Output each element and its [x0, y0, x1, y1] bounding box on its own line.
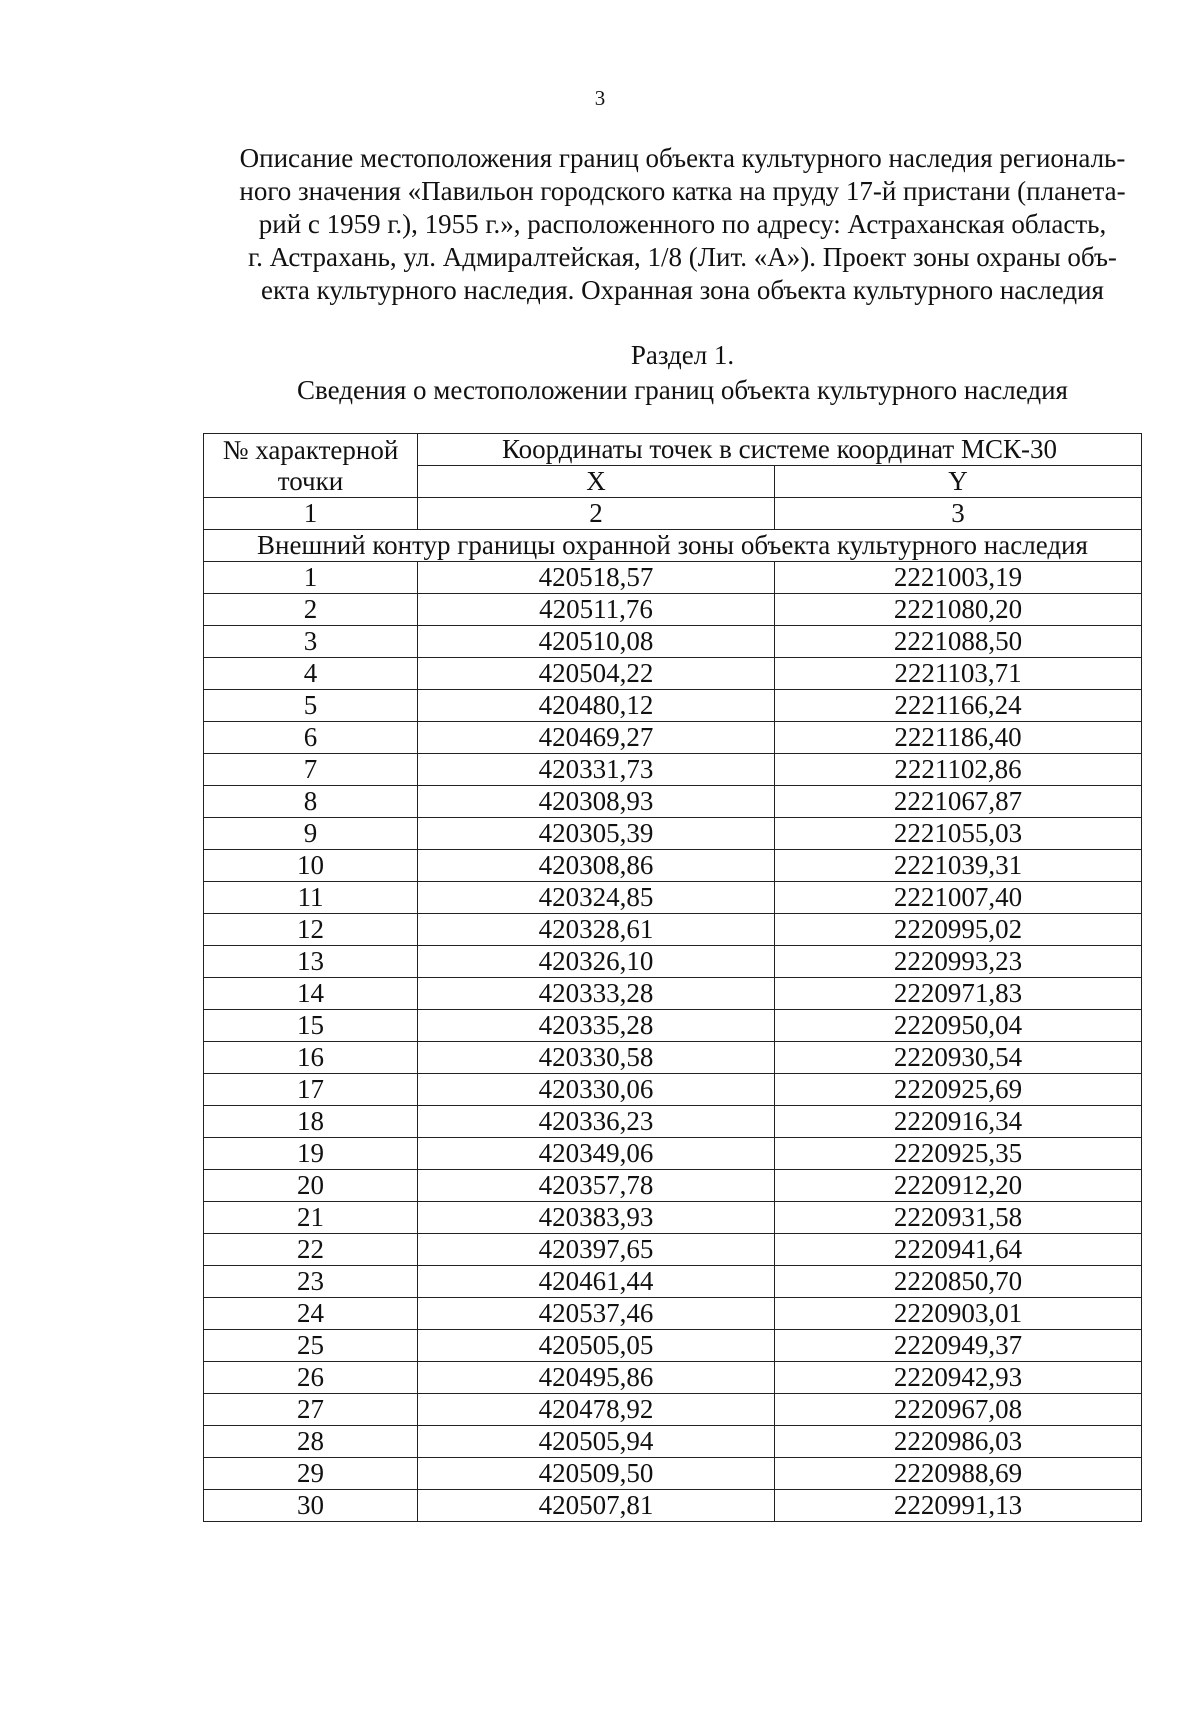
y-coordinate-cell: 2221080,20 — [775, 594, 1142, 626]
section-title: Раздел 1. — [630, 340, 735, 370]
x-coordinate-cell: 420330,58 — [418, 1042, 775, 1074]
x-coordinate-cell: 420308,93 — [418, 786, 775, 818]
y-coordinate-cell: 2220916,34 — [775, 1106, 1142, 1138]
heading-line: г. Астрахань, ул. Адмиралтейская, 1/8 (Лит. «А»). Проект зоны охраны объ- — [248, 242, 1117, 272]
y-coordinate-cell: 2221067,87 — [775, 786, 1142, 818]
table-row — [204, 1490, 1142, 1522]
table-row — [204, 946, 1142, 978]
point-number-cell: 11 — [204, 882, 418, 914]
point-number-cell: 15 — [204, 1010, 418, 1042]
point-number-cell: 19 — [204, 1138, 418, 1170]
point-number-cell: 23 — [204, 1266, 418, 1298]
y-coordinate-cell: 2221088,50 — [775, 626, 1142, 658]
y-coordinate-cell: 2220995,02 — [775, 914, 1142, 946]
point-number-cell: 25 — [204, 1330, 418, 1362]
y-coordinate-cell: 2220942,93 — [775, 1362, 1142, 1394]
table-row — [204, 1042, 1142, 1074]
y-coordinate-cell: 2221055,03 — [775, 818, 1142, 850]
point-number-cell: 9 — [204, 818, 418, 850]
x-coordinate-cell: 420505,94 — [418, 1426, 775, 1458]
y-coordinate-cell: 2220950,04 — [775, 1010, 1142, 1042]
x-coordinate-cell: 420397,65 — [418, 1234, 775, 1266]
x-coordinate-cell: 420510,08 — [418, 626, 775, 658]
point-number-cell: 13 — [204, 946, 418, 978]
y-coordinate-cell: 2220931,58 — [775, 1202, 1142, 1234]
x-coordinate-cell: 420349,06 — [418, 1138, 775, 1170]
heading-line: ного значения «Павильон городского катка на пруду 17-й пристани (планета- — [239, 176, 1126, 206]
y-column-header: Y — [775, 466, 1142, 498]
point-number-cell: 21 — [204, 1202, 418, 1234]
x-coordinate-cell: 420383,93 — [418, 1202, 775, 1234]
x-coordinate-cell: 420324,85 — [418, 882, 775, 914]
y-coordinate-cell: 2221166,24 — [775, 690, 1142, 722]
point-number-header — [204, 434, 418, 498]
section-subtitle: Сведения о местоположении границ объекта культурного наследия — [297, 375, 1068, 405]
table-row — [204, 786, 1142, 818]
point-number-cell: 30 — [204, 1490, 418, 1522]
table-row — [204, 1074, 1142, 1106]
x-column-header: X — [418, 466, 775, 498]
table-row — [204, 850, 1142, 882]
table-row — [204, 626, 1142, 658]
coordinates-table-body — [204, 434, 1142, 1522]
point-number-cell: 26 — [204, 1362, 418, 1394]
point-number-cell: 28 — [204, 1426, 418, 1458]
x-coordinate-cell: 420469,27 — [418, 722, 775, 754]
point-number-cell: 24 — [204, 1298, 418, 1330]
table-row — [204, 1330, 1142, 1362]
table-row — [204, 914, 1142, 946]
x-coordinate-cell: 420518,57 — [418, 562, 775, 594]
table-row — [204, 1106, 1142, 1138]
point-number-cell: 22 — [204, 1234, 418, 1266]
table-row — [204, 882, 1142, 914]
document-heading — [185, 142, 1180, 307]
x-coordinate-cell: 420331,73 — [418, 754, 775, 786]
y-coordinate-cell: 2220850,70 — [775, 1266, 1142, 1298]
table-row — [204, 594, 1142, 626]
table-row — [204, 1202, 1142, 1234]
table-row — [204, 1362, 1142, 1394]
y-coordinate-cell: 2221103,71 — [775, 658, 1142, 690]
point-number-cell: 14 — [204, 978, 418, 1010]
point-number-cell: 20 — [204, 1170, 418, 1202]
y-coordinate-cell: 2220967,08 — [775, 1394, 1142, 1426]
y-coordinate-cell: 2221186,40 — [775, 722, 1142, 754]
y-coordinate-cell: 2220986,03 — [775, 1426, 1142, 1458]
table-row — [204, 1234, 1142, 1266]
x-coordinate-cell: 420537,46 — [418, 1298, 775, 1330]
point-number-cell: 1 — [204, 562, 418, 594]
y-coordinate-cell: 2220971,83 — [775, 978, 1142, 1010]
column-number: 1 — [204, 498, 418, 530]
x-coordinate-cell: 420326,10 — [418, 946, 775, 978]
y-coordinate-cell: 2221039,31 — [775, 850, 1142, 882]
table-row — [204, 1010, 1142, 1042]
column-number-row — [204, 498, 1142, 530]
x-coordinate-cell: 420330,06 — [418, 1074, 775, 1106]
x-coordinate-cell: 420480,12 — [418, 690, 775, 722]
y-coordinate-cell: 2221102,86 — [775, 754, 1142, 786]
coordinates-system-header: Координаты точек в системе координат МСК-30 — [418, 434, 1142, 466]
contour-title-row — [204, 530, 1142, 562]
point-number-header-line: № характерной — [222, 434, 399, 465]
point-number-cell: 12 — [204, 914, 418, 946]
heading-line: рий с 1959 г.), 1955 г.», расположенного по адресу: Астраханская область, — [258, 209, 1107, 239]
section-heading — [185, 338, 1180, 408]
x-coordinate-cell: 420336,23 — [418, 1106, 775, 1138]
x-coordinate-cell: 420478,92 — [418, 1394, 775, 1426]
x-coordinate-cell: 420308,86 — [418, 850, 775, 882]
heading-line: екта культурного наследия. Охранная зона объекта культурного наследия — [261, 275, 1104, 305]
x-coordinate-cell: 420505,05 — [418, 1330, 775, 1362]
table-row — [204, 754, 1142, 786]
table-row — [204, 818, 1142, 850]
column-number: 3 — [775, 498, 1142, 530]
point-number-cell: 5 — [204, 690, 418, 722]
point-number-header-line: точки — [277, 465, 344, 496]
table-row — [204, 1426, 1142, 1458]
point-number-cell: 8 — [204, 786, 418, 818]
x-coordinate-cell: 420509,50 — [418, 1458, 775, 1490]
table-row — [204, 1138, 1142, 1170]
table-row — [204, 722, 1142, 754]
table-row — [204, 562, 1142, 594]
point-number-cell: 6 — [204, 722, 418, 754]
table-row — [204, 1170, 1142, 1202]
column-number: 2 — [418, 498, 775, 530]
y-coordinate-cell: 2220912,20 — [775, 1170, 1142, 1202]
y-coordinate-cell: 2220903,01 — [775, 1298, 1142, 1330]
y-coordinate-cell: 2220991,13 — [775, 1490, 1142, 1522]
point-number-cell: 10 — [204, 850, 418, 882]
x-coordinate-cell: 420511,76 — [418, 594, 775, 626]
point-number-cell: 4 — [204, 658, 418, 690]
y-coordinate-cell: 2220925,69 — [775, 1074, 1142, 1106]
point-number-cell: 7 — [204, 754, 418, 786]
point-number-cell: 2 — [204, 594, 418, 626]
y-coordinate-cell: 2221007,40 — [775, 882, 1142, 914]
coordinates-table — [203, 433, 1142, 1522]
y-coordinate-cell: 2221003,19 — [775, 562, 1142, 594]
table-row — [204, 978, 1142, 1010]
y-coordinate-cell: 2220941,64 — [775, 1234, 1142, 1266]
y-coordinate-cell: 2220993,23 — [775, 946, 1142, 978]
x-coordinate-cell: 420328,61 — [418, 914, 775, 946]
table-row — [204, 1298, 1142, 1330]
x-coordinate-cell: 420305,39 — [418, 818, 775, 850]
point-number-cell: 17 — [204, 1074, 418, 1106]
y-coordinate-cell: 2220988,69 — [775, 1458, 1142, 1490]
table-row — [204, 690, 1142, 722]
table-header-row — [204, 434, 1142, 466]
heading-line: Описание местоположения границ объекта культурного наследия региональ- — [239, 143, 1126, 173]
page-number: 3 — [594, 86, 606, 110]
x-coordinate-cell: 420335,28 — [418, 1010, 775, 1042]
x-coordinate-cell: 420333,28 — [418, 978, 775, 1010]
table-row — [204, 658, 1142, 690]
table-row — [204, 1266, 1142, 1298]
point-number-cell: 3 — [204, 626, 418, 658]
y-coordinate-cell: 2220949,37 — [775, 1330, 1142, 1362]
point-number-cell: 16 — [204, 1042, 418, 1074]
x-coordinate-cell: 420504,22 — [418, 658, 775, 690]
contour-title: Внешний контур границы охранной зоны объекта культурного наследия — [204, 530, 1142, 562]
point-number-cell: 27 — [204, 1394, 418, 1426]
point-number-cell: 29 — [204, 1458, 418, 1490]
table-row — [204, 1458, 1142, 1490]
x-coordinate-cell: 420507,81 — [418, 1490, 775, 1522]
x-coordinate-cell: 420495,86 — [418, 1362, 775, 1394]
y-coordinate-cell: 2220930,54 — [775, 1042, 1142, 1074]
table-row — [204, 1394, 1142, 1426]
x-coordinate-cell: 420461,44 — [418, 1266, 775, 1298]
x-coordinate-cell: 420357,78 — [418, 1170, 775, 1202]
point-number-cell: 18 — [204, 1106, 418, 1138]
y-coordinate-cell: 2220925,35 — [775, 1138, 1142, 1170]
